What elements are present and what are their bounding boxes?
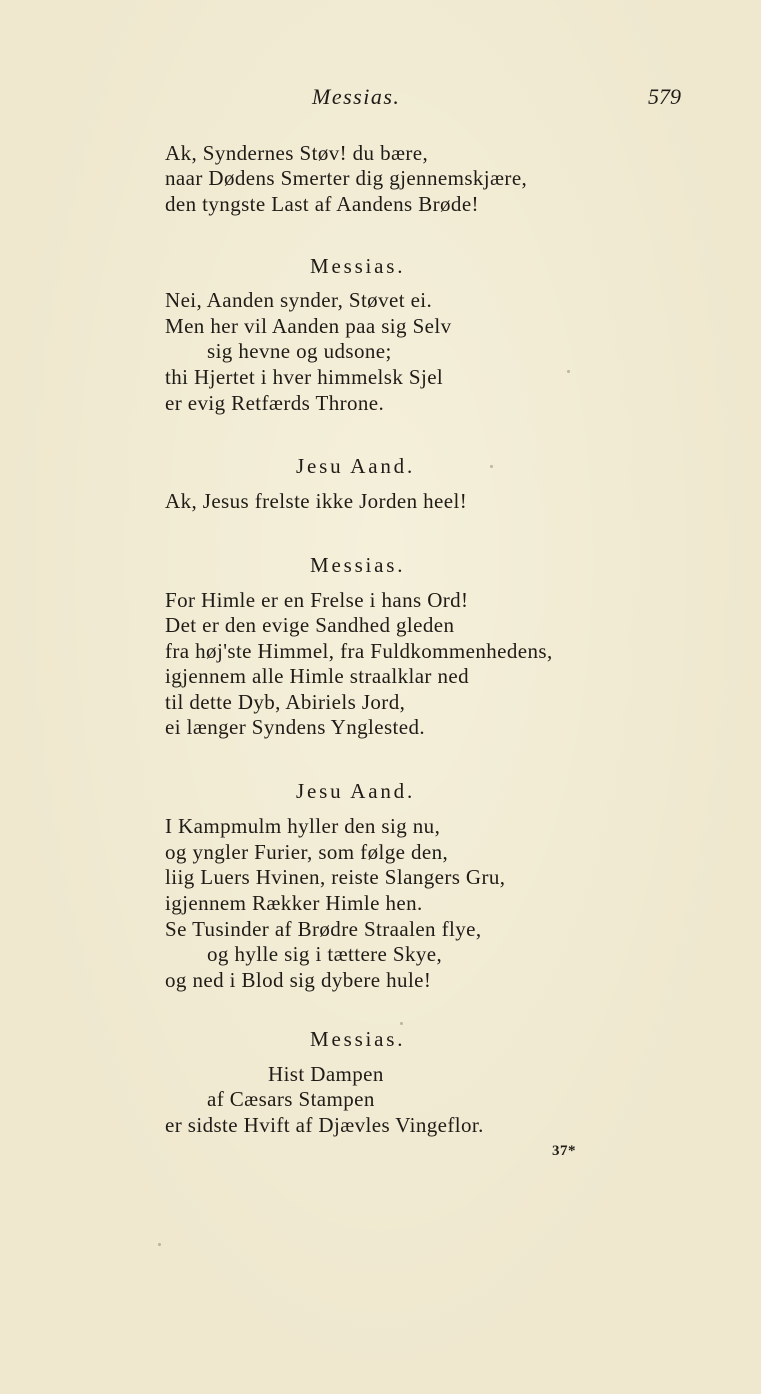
paper-speck [567,370,570,373]
speaker-name: Messias. [310,254,406,278]
verse-line: til dette Dyb, Abiriels Jord, [165,690,406,714]
verse-line: og yngler Furier, som følge den, [165,840,449,864]
speaker-name: Jesu Aand. [296,779,415,803]
verse-line: og ned i Blod sig dybere hule! [165,968,432,992]
verse-line: naar Dødens Smerter dig gjennemskjære, [165,166,528,190]
verse-line: sig hevne og udsone; [207,339,392,363]
verse-line: den tyngste Last af Aandens Brøde! [165,192,479,216]
verse-line: For Himle er en Frelse i hans Ord! [165,588,469,612]
verse-line: Det er den evige Sandhed gleden [165,613,455,637]
running-head [0,84,761,114]
verse-line: fra høj'ste Himmel, fra Fuldkommenhedens, [165,639,553,663]
paper-speck [158,1243,161,1246]
verse-line: Se Tusinder af Brødre Straalen flye, [165,917,482,941]
verse-line: Hist Dampen [268,1062,384,1086]
verse-line: Ak, Jesus frelste ikke Jorden heel! [165,489,468,513]
speaker-name: Jesu Aand. [296,454,415,478]
verse-line: Ak, Syndernes Støv! du bære, [165,141,429,165]
paper-speck [400,1022,403,1025]
verse-line: er sidste Hvift af Djævles Vingeflor. [165,1113,484,1137]
verse-line: og hylle sig i tættere Skye, [207,942,443,966]
verse-line: liig Luers Hvinen, reiste Slangers Gru, [165,865,506,889]
verse-line: ei længer Syndens Ynglested. [165,715,426,739]
signature-mark: 37* [552,1143,576,1159]
speaker-name: Messias. [310,553,406,577]
verse-line: er evig Retfærds Throne. [165,391,385,415]
paper-speck [490,465,493,468]
verse-line: I Kampmulm hyller den sig nu, [165,814,441,838]
verse-line: igjennem Rækker Himle hen. [165,891,423,915]
speaker-name: Messias. [310,1027,406,1051]
verse-line: igjennem alle Himle straalklar ned [165,664,469,688]
page-number: 579 [648,84,681,109]
running-title: Messias. [312,84,401,109]
verse-line: Nei, Aanden synder, Støvet ei. [165,288,433,312]
verse-line: thi Hjertet i hver himmelsk Sjel [165,365,444,389]
verse-line: Men her vil Aanden paa sig Selv [165,314,452,338]
verse-line: af Cæsars Stampen [207,1087,375,1111]
